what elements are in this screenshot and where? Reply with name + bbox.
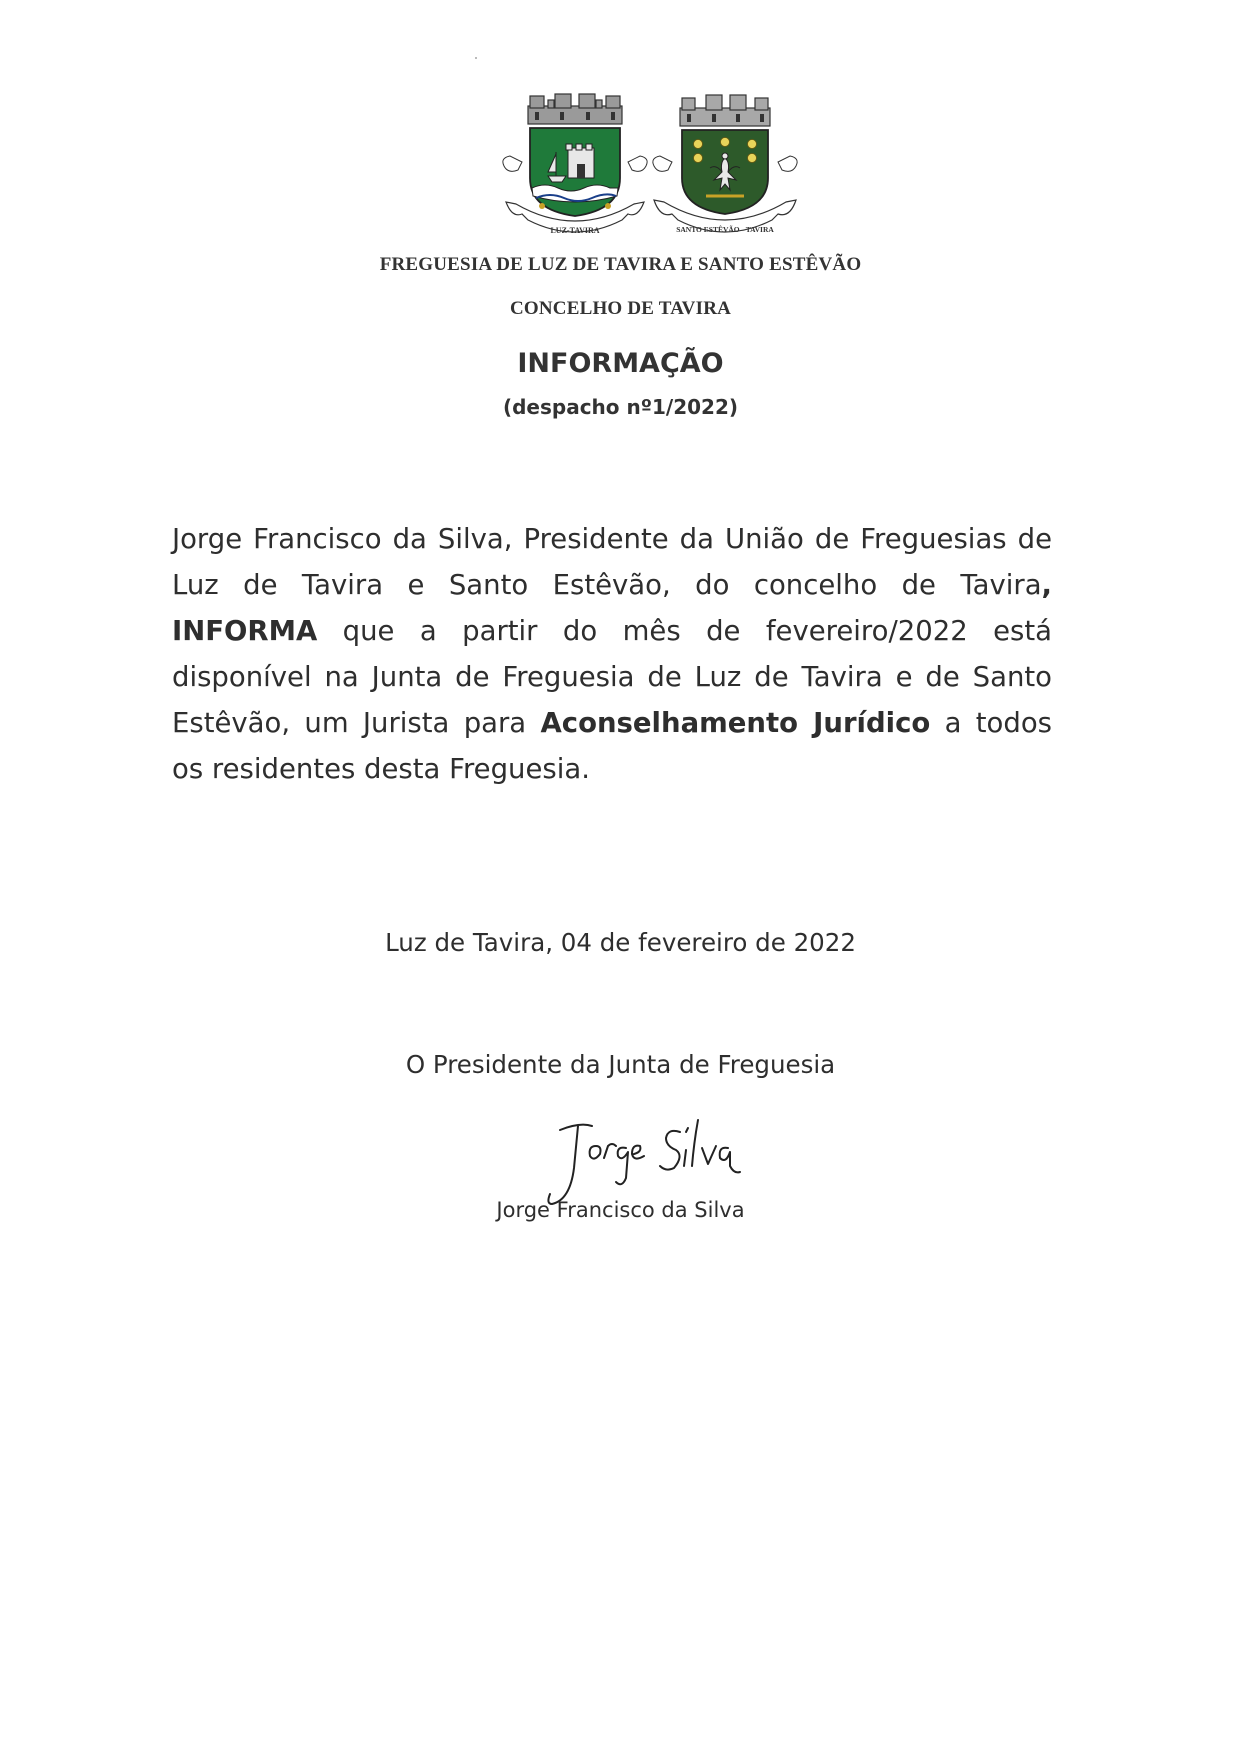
handwritten-signature (530, 1108, 750, 1208)
announcement-body (172, 516, 1052, 792)
body-bold-service: Aconselhamento Jurídico (540, 707, 931, 739)
crest-luz-label: LUZ-TAVIRA (550, 226, 600, 235)
document-title: INFORMAÇÃO (517, 348, 724, 379)
header-crests (500, 92, 800, 252)
body-bold-informa: INFORMA (172, 615, 318, 647)
santo-estevao-crest (650, 92, 800, 242)
luz-tavira-crest (500, 92, 650, 242)
concelho-name: CONCELHO DE TAVIRA (509, 298, 732, 319)
signatory-title: O Presidente da Junta de Freguesia (405, 1050, 836, 1079)
body-part-3: a todos os residentes desta Freguesia. (172, 707, 1052, 785)
signatory-name: Jorge Francisco da Silva (496, 1198, 745, 1222)
document-subtitle: (despacho nº1/2022) (502, 395, 739, 419)
place-and-date: Luz de Tavira, 04 de fevereiro de 2022 (385, 928, 856, 957)
crest-santo-label: SANTO ESTÊVÃO - TAVIRA (676, 225, 774, 234)
body-comma: , (1041, 569, 1052, 601)
body-part-1: Jorge Francisco da Silva, Presidente da União de Freguesias de Luz de Tavira e Santo Estêvão, do concelho de Tavira (172, 523, 1052, 601)
body-part-2: que a partir do mês de fevereiro/2022 está disponível na Junta de Freguesia de Luz de Tavira e de Santo Estêvão, um Jurista para (172, 615, 1052, 739)
organization-name: FREGUESIA DE LUZ DE TAVIRA E SANTO ESTÊVÃO (379, 254, 862, 275)
scan-speck (475, 57, 477, 59)
